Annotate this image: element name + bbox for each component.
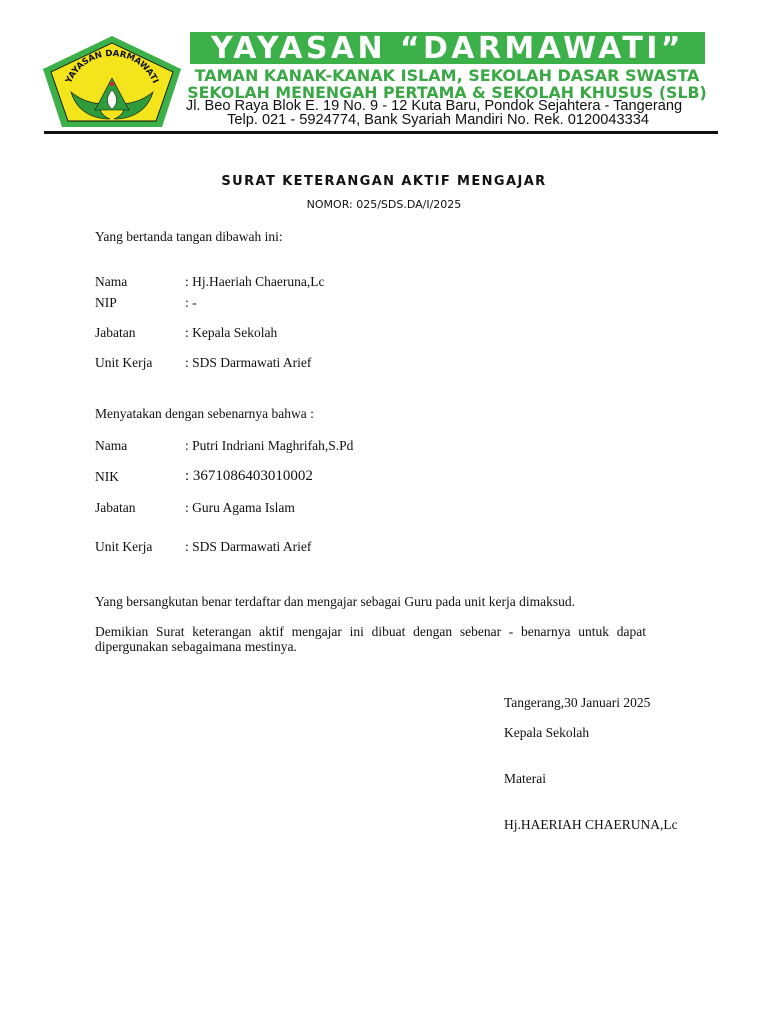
field-value: : Kepala Sekolah <box>185 325 278 340</box>
letterhead-divider <box>44 131 718 134</box>
signer-row-nip <box>95 295 655 312</box>
field-value: : Hj.Haeriah Chaeruna,Lc <box>185 274 325 289</box>
organization-name: YAYASAN “DARMAWATI” <box>211 31 684 66</box>
signature-position: Kepala Sekolah <box>504 725 590 740</box>
subject-row-name <box>95 438 655 455</box>
field-label: NIK <box>95 469 119 484</box>
signer-row-unit <box>95 355 655 372</box>
schools-line-1: TAMAN KANAK-KANAK ISLAM, SEKOLAH DASAR SWASTA <box>194 66 700 85</box>
yayasan-logo <box>40 34 185 130</box>
field-label: Unit Kerja <box>95 355 153 370</box>
letter-number: NOMOR: 025/SDS.DA/I/2025 <box>306 198 462 211</box>
field-label: NIP <box>95 295 117 310</box>
letterhead-contact: Telp. 021 - 5924774, Bank Syariah Mandiri No. Rek. 0120043334 <box>227 112 649 128</box>
logo-dot <box>110 82 114 86</box>
subject-row-position <box>95 500 655 517</box>
letter-title: SURAT KETERANGAN AKTIF MENGAJAR <box>221 174 547 189</box>
logo-lettering: YAYASAN DARMAWATI <box>64 48 160 86</box>
field-value: : SDS Darmawati Arief <box>185 539 312 554</box>
field-label: Unit Kerja <box>95 539 153 554</box>
signer-row-name <box>95 274 655 291</box>
organization-banner <box>190 32 705 64</box>
body-paragraph-closing: Demikian Surat keterangan aktif mengajar ini dibuat dengan sebenar - benarnya untuk dapat dipergunakan sebagaimana mestinya. <box>95 624 646 654</box>
field-value: : Putri Indriani Maghrifah,S.Pd <box>185 438 354 453</box>
schools-line-2: SEKOLAH MENENGAH PERTAMA & SEKOLAH KHUSUS (SLB) <box>187 83 707 102</box>
subject-row-unit <box>95 539 655 556</box>
signature-name: Hj.HAERIAH CHAERUNA,Lc <box>504 817 678 832</box>
signature-place-date: Tangerang,30 Januari 2025 <box>504 695 651 710</box>
statement-text: Menyatakan dengan sebenarnya bahwa : <box>95 406 314 421</box>
field-value: : 3671086403010002 <box>185 468 313 484</box>
signature-stamp-placeholder: Materai <box>504 771 546 786</box>
body-paragraph-registration: Yang bersangkutan benar terdaftar dan mengajar sebagai Guru pada unit kerja dimaksud. <box>95 594 575 609</box>
field-label: Jabatan <box>95 325 136 340</box>
signer-row-position <box>95 325 655 342</box>
intro-text: Yang bertanda tangan dibawah ini: <box>95 229 283 244</box>
field-value: : - <box>185 295 197 310</box>
field-label: Nama <box>95 274 128 289</box>
field-label: Nama <box>95 438 128 453</box>
field-value: : Guru Agama Islam <box>185 500 295 515</box>
field-label: Jabatan <box>95 500 136 515</box>
field-value: : SDS Darmawati Arief <box>185 355 312 370</box>
letterhead-address: Jl. Beo Raya Blok E. 19 No. 9 - 12 Kuta Baru, Pondok Sejahtera - Tangerang <box>185 98 683 114</box>
subject-row-nik <box>95 469 655 486</box>
